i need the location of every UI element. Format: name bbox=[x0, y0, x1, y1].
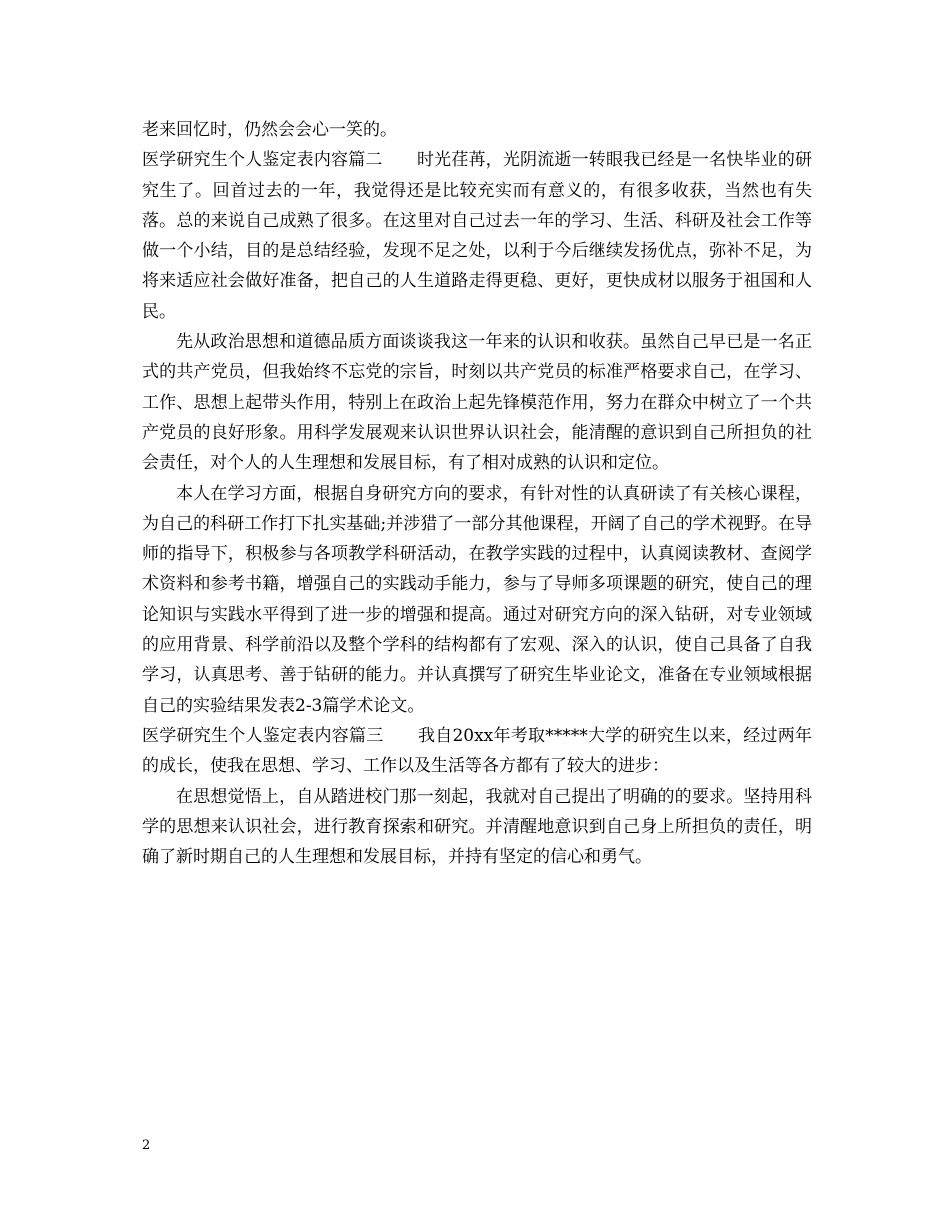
document-body bbox=[142, 115, 812, 872]
paragraph-political-thought: 先从政治思想和道德品质方面谈谈我这一年来的认识和收获。虽然自己早已是一名正式的共产党员，但我始终不忘党的宗旨，时刻以共产党员的标准严格要求自己，在学习、工作、思想上起带头作用，特别上在政治上起先锋模范作用，努力在群众中树立了一个共产党员的良好形象。用科学发展观来认识世界认识社会，能清醒的意识到自己所担负的社会责任，对个人的人生理想和发展目标，有了相对成熟的认识和定位。 bbox=[142, 332, 812, 474]
paragraph-continuation: 老来回忆时，仍然会会心一笑的。 bbox=[142, 120, 397, 140]
paragraph-section-three: 医学研究生个人鉴定表内容篇三 我自20xx年考取*****大学的研究生以来，经过两年的成长，使我在思想、学习、工作以及生活等各方都有了较大的进步： bbox=[142, 725, 812, 777]
page-number: 2 bbox=[142, 1138, 151, 1153]
paragraph-study: 本人在学习方面，根据自身研究方向的要求，有针对性的认真研读了有关核心课程，为自己的科研工作打下扎实基础;并涉猎了一部分其他课程，开阔了自己的学术视野。在导师的指导下，积极参与各项教学科研活动，在教学实践的过程中，认真阅读教材、查阅学术资料和参考书籍，增强自己的实践动手能力，参与了导师多项课题的研究，使自己的理论知识与实践水平得到了进一步的增强和提高。通过对研究方向的深入钻研，对专业领域的应用背景、科学前沿以及整个学科的结构都有了宏观、深入的认识，使自己具备了自我学习，认真思考、善于钻研的能力。并认真撰写了研究生毕业论文，准备在专业领域根据自己的实验结果发表2-3篇学术论文。 bbox=[142, 483, 812, 716]
paragraph-ideology: 在思想觉悟上，自从踏进校门那一刻起，我就对自己提出了明确的的要求。坚持用科学的思想来认识社会，进行教育探索和研究。并清醒地意识到自己身上所担负的责任，明确了新时期自己的人生理想和发展目标，并持有坚定的信心和勇气。 bbox=[142, 786, 812, 868]
paragraph-section-two: 医学研究生个人鉴定表内容篇二 时光荏苒，光阴流逝一转眼我已经是一名快毕业的研究生了。回首过去的一年，我觉得还是比较充实而有意义的，有很多收获，当然也有失落。总的来说自己成熟了很多。在这里对自己过去一年的学习、生活、科研及社会工作等做一个小结，目的是总结经验，发现不足之处，以利于今后继续发扬优点，弥补不足，为将来适应社会做好准备，把自己的人生道路走得更稳、更好，更快成材以服务于祖国和人民。 bbox=[142, 150, 812, 322]
